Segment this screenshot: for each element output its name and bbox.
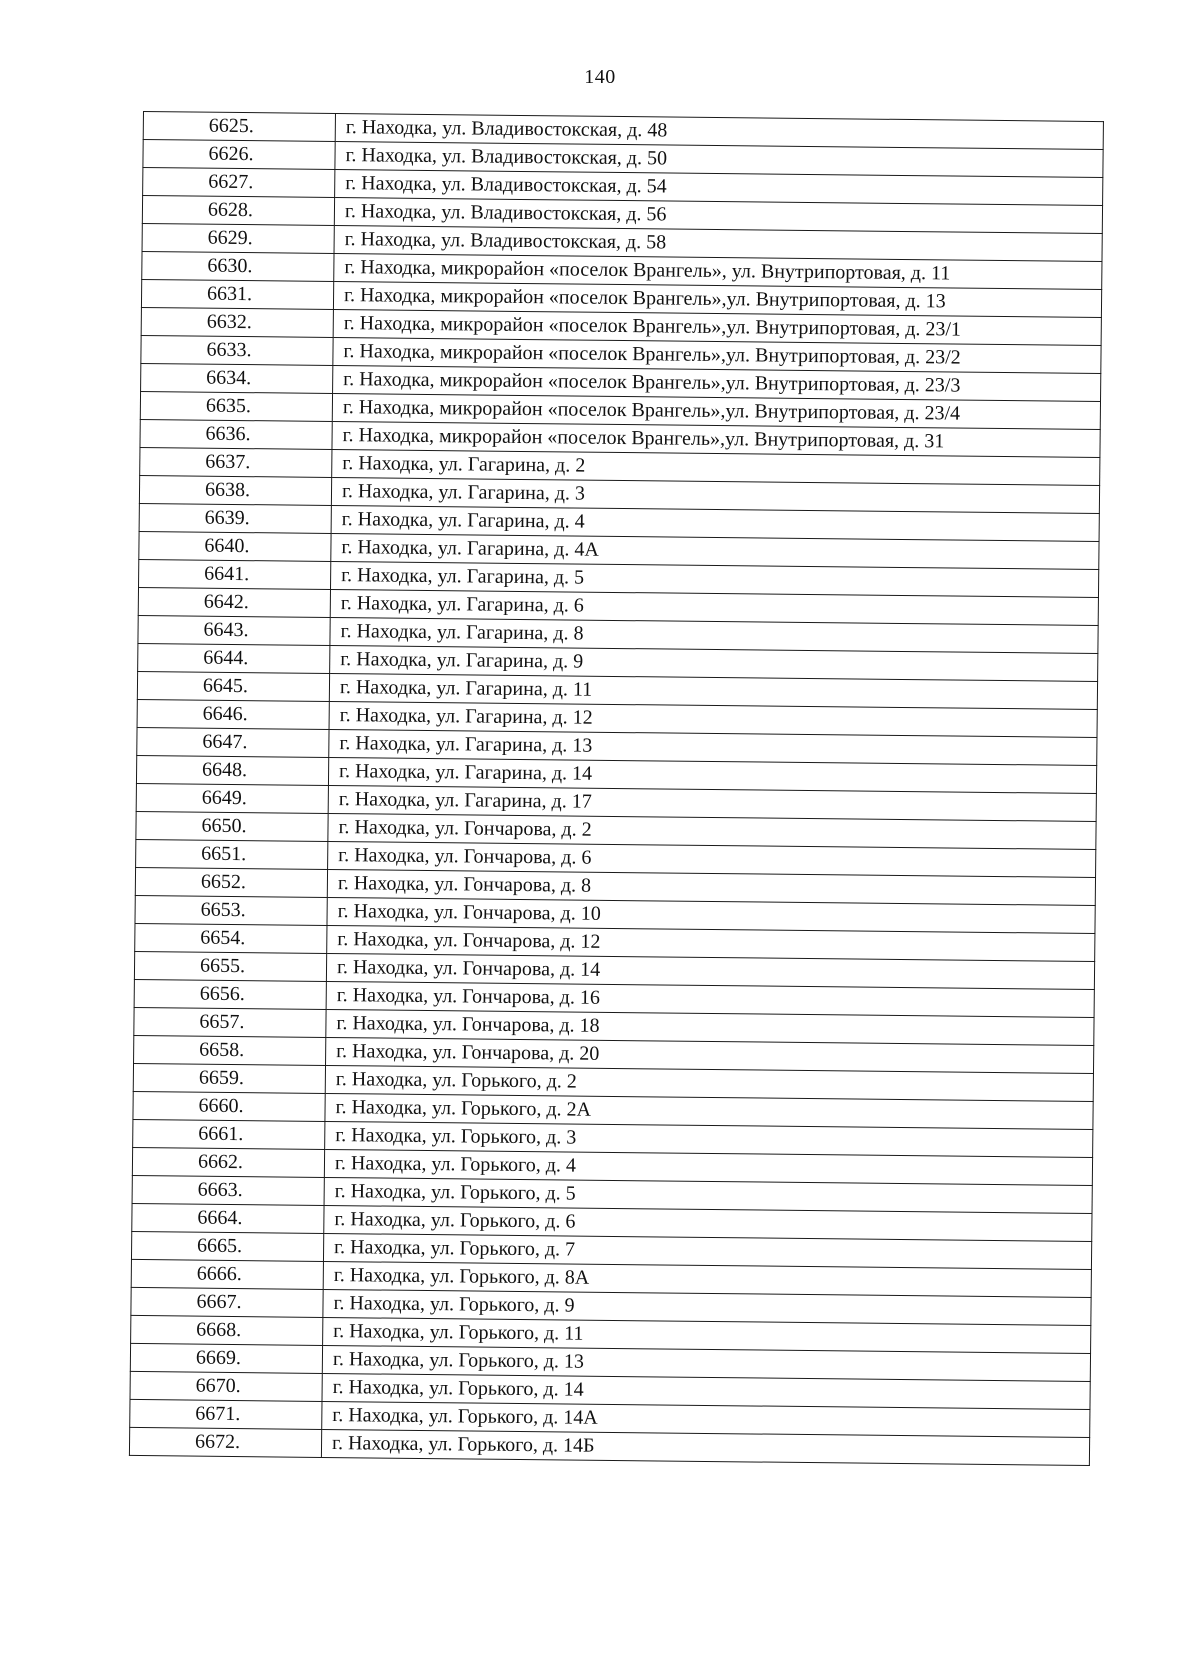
row-address: г. Находка, ул. Горького, д. 14Б (321, 1429, 1089, 1465)
row-number: 6666. (131, 1259, 323, 1289)
row-number: 6657. (134, 1007, 326, 1037)
row-address: г. Находка, ул. Горького, д. 4 (324, 1149, 1092, 1185)
row-number: 6631. (141, 279, 333, 309)
row-number: 6672. (129, 1427, 321, 1457)
row-address: г. Находка, ул. Горького, д. 9 (323, 1289, 1091, 1325)
row-number: 6658. (134, 1035, 326, 1065)
row-address: г. Находка, ул. Владивостокская, д. 58 (334, 226, 1102, 262)
row-number: 6664. (132, 1203, 324, 1233)
row-address: г. Находка, ул. Владивостокская, д. 48 (335, 114, 1103, 150)
row-address: г. Находка, ул. Гончарова, д. 16 (326, 981, 1094, 1017)
row-number: 6651. (136, 839, 328, 869)
row-address: г. Находка, ул. Горького, д. 13 (322, 1345, 1090, 1381)
row-address: г. Находка, ул. Горького, д. 14А (322, 1401, 1090, 1437)
row-address: г. Находка, микрорайон «поселок Врангель», ул. Внутрипортовая, д. 11 (334, 254, 1102, 290)
row-number: 6626. (143, 140, 335, 170)
row-number: 6660. (133, 1091, 325, 1121)
row-number: 6642. (138, 587, 330, 617)
row-address: г. Находка, ул. Гончарова, д. 8 (327, 869, 1095, 905)
row-address: г. Находка, ул. Гагарина, д. 3 (331, 477, 1099, 513)
row-number: 6641. (139, 559, 331, 589)
row-number: 6668. (131, 1315, 323, 1345)
row-number: 6656. (134, 979, 326, 1009)
row-number: 6661. (133, 1119, 325, 1149)
row-number: 6628. (142, 196, 334, 226)
row-number: 6632. (141, 307, 333, 337)
row-number: 6671. (130, 1399, 322, 1429)
row-number: 6653. (135, 895, 327, 925)
row-number: 6638. (139, 475, 331, 505)
row-address: г. Находка, ул. Горького, д. 3 (325, 1121, 1093, 1157)
row-number: 6648. (136, 755, 328, 785)
row-address: г. Находка, ул. Гагарина, д. 12 (329, 701, 1097, 737)
row-number: 6637. (140, 447, 332, 477)
row-address: г. Находка, ул. Горького, д. 5 (324, 1177, 1092, 1213)
row-number: 6645. (137, 671, 329, 701)
row-address: г. Находка, ул. Гагарина, д. 17 (328, 785, 1096, 821)
row-address: г. Находка, ул. Гагарина, д. 4А (331, 533, 1099, 569)
row-number: 6650. (136, 811, 328, 841)
row-address: г. Находка, микрорайон «поселок Врангель»,ул. Внутрипортовая, д. 23/1 (333, 310, 1101, 346)
row-number: 6639. (139, 503, 331, 533)
row-number: 6644. (138, 643, 330, 673)
row-address: г. Находка, ул. Горького, д. 2 (325, 1065, 1093, 1101)
row-number: 6643. (138, 615, 330, 645)
row-address: г. Находка, ул. Гагарина, д. 14 (328, 757, 1096, 793)
row-address: г. Находка, ул. Гончарова, д. 12 (327, 925, 1095, 961)
row-address: г. Находка, ул. Горького, д. 2А (325, 1093, 1093, 1129)
row-address: г. Находка, ул. Гагарина, д. 5 (330, 561, 1098, 597)
row-address: г. Находка, ул. Владивостокская, д. 54 (335, 170, 1103, 206)
page-number: 140 (584, 66, 616, 88)
row-number: 6627. (143, 168, 335, 198)
row-address: г. Находка, ул. Горького, д. 7 (323, 1233, 1091, 1269)
row-number: 6634. (141, 363, 333, 393)
row-address: г. Находка, ул. Горького, д. 8А (323, 1261, 1091, 1297)
row-address: г. Находка, микрорайон «поселок Врангель»,ул. Внутрипортовая, д. 13 (333, 282, 1101, 318)
row-address: г. Находка, ул. Гончарова, д. 18 (326, 1009, 1094, 1045)
row-address: г. Находка, ул. Владивостокская, д. 56 (334, 198, 1102, 234)
address-table-body (129, 112, 1103, 1466)
row-address: г. Находка, ул. Гагарина, д. 4 (331, 505, 1099, 541)
row-address: г. Находка, ул. Гончарова, д. 6 (328, 841, 1096, 877)
row-number: 6633. (141, 335, 333, 365)
row-address: г. Находка, ул. Гончарова, д. 20 (326, 1037, 1094, 1073)
row-address: г. Находка, ул. Горького, д. 6 (324, 1205, 1092, 1241)
row-number: 6652. (135, 867, 327, 897)
row-address: г. Находка, ул. Гагарина, д. 6 (330, 589, 1098, 625)
row-address: г. Находка, ул. Горького, д. 14 (322, 1373, 1090, 1409)
row-number: 6635. (140, 391, 332, 421)
row-number: 6646. (137, 699, 329, 729)
row-number: 6670. (130, 1371, 322, 1401)
row-number: 6659. (133, 1063, 325, 1093)
row-number: 6663. (132, 1175, 324, 1205)
row-address: г. Находка, микрорайон «поселок Врангель»,ул. Внутрипортовая, д. 23/3 (333, 366, 1101, 402)
address-table-container (129, 111, 1103, 1466)
row-address: г. Находка, ул. Гагарина, д. 2 (332, 449, 1100, 485)
row-address: г. Находка, микрорайон «поселок Врангель»,ул. Внутрипортовая, д. 31 (332, 421, 1100, 457)
row-number: 6649. (136, 783, 328, 813)
row-number: 6665. (131, 1231, 323, 1261)
row-address: г. Находка, ул. Горького, д. 11 (323, 1317, 1091, 1353)
row-address: г. Находка, ул. Владивостокская, д. 50 (335, 142, 1103, 178)
row-address: г. Находка, ул. Гончарова, д. 14 (326, 953, 1094, 989)
row-number: 6647. (137, 727, 329, 757)
row-number: 6629. (142, 223, 334, 253)
row-number: 6625. (143, 112, 335, 142)
row-address: г. Находка, ул. Гагарина, д. 11 (329, 673, 1097, 709)
row-address: г. Находка, ул. Гагарина, д. 9 (330, 645, 1098, 681)
row-number: 6669. (130, 1343, 322, 1373)
row-number: 6662. (132, 1147, 324, 1177)
row-address: г. Находка, ул. Гончарова, д. 10 (327, 897, 1095, 933)
row-address: г. Находка, ул. Гагарина, д. 8 (330, 617, 1098, 653)
row-number: 6636. (140, 419, 332, 449)
row-address: г. Находка, ул. Гончарова, д. 2 (328, 813, 1096, 849)
row-address: г. Находка, микрорайон «поселок Врангель»,ул. Внутрипортовая, д. 23/2 (333, 338, 1101, 374)
row-number: 6667. (131, 1287, 323, 1317)
address-table (129, 111, 1104, 1466)
row-number: 6640. (139, 531, 331, 561)
row-number: 6630. (142, 251, 334, 281)
row-address: г. Находка, микрорайон «поселок Врангель»,ул. Внутрипортовая, д. 23/4 (332, 394, 1100, 430)
row-number: 6654. (135, 923, 327, 953)
row-address: г. Находка, ул. Гагарина, д. 13 (329, 729, 1097, 765)
row-number: 6655. (134, 951, 326, 981)
